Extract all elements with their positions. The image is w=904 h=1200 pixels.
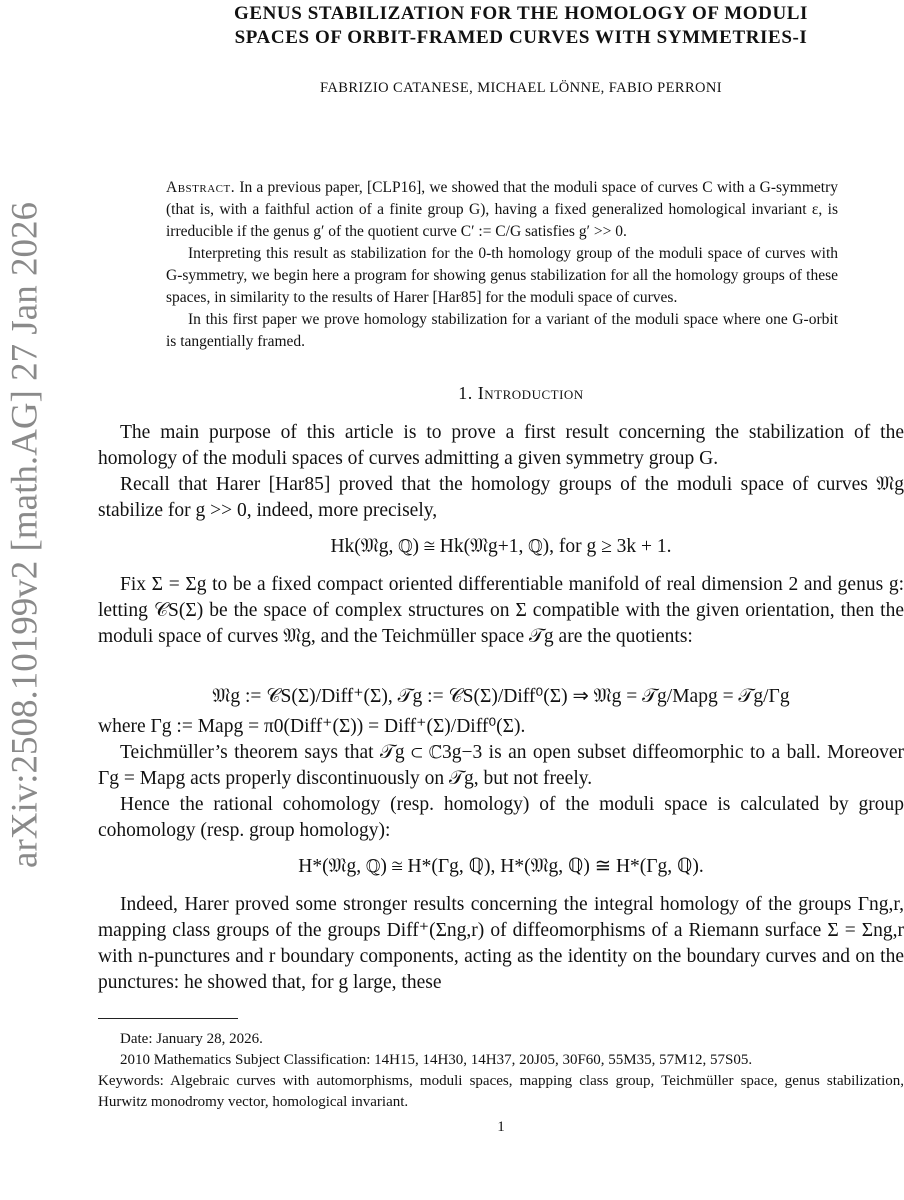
abstract-heading: Abstract. (166, 179, 236, 196)
abstract-paragraph-3: In this first paper we prove homology stabilization for a variant of the moduli space where one G-orbit is tangentially framed. (166, 311, 838, 350)
equation-harer-stability: Hk(𝔐g, ℚ) ≅ Hk(𝔐g+1, ℚ), for g ≥ 3k + 1. (330, 536, 672, 557)
equation-group-cohomology: H*(𝔐g, ℚ) ≅ H*(Γg, ℚ), H*(𝔐g, ℚ) ≅ H*(Γg, ℚ). (298, 856, 704, 877)
section-heading (98, 383, 904, 404)
footnote-date: Date: January 28, 2026. (120, 1031, 263, 1047)
abstract-paragraph-1: Abstract. In a previous paper, [CLP16], we showed that the moduli space of curves C with a G-symmetry (that is, with a faithful action of a finite group G), having a fixed generalized homological invariant ε, is irreducible if the genus g′ of the quotient curve C′ := C/G satisfies g′ >> 0. (166, 179, 839, 240)
title-line-2: SPACES OF ORBIT-FRAMED CURVES WITH SYMMETRIES-I (234, 27, 808, 48)
body-paragraph-4: where Γg := Mapg = π0(Diff⁺(Σ)) = Diff⁺(Σ)/Diff⁰(Σ). (98, 716, 526, 737)
body-paragraph-3: Fix Σ = Σg to be a fixed compact oriented differentiable manifold of real dimension 2 and genus g: letting 𝒞S(Σ) be the space of complex structures on Σ compatible with the given orientation, then the moduli space of curves 𝔐g, and the Teichmüller space 𝒯g are the quotients: (98, 574, 904, 647)
page-number: 1 (497, 1119, 505, 1135)
body-paragraph-2: Recall that Harer [Har85] proved that the homology groups of the moduli space of curves 𝔐g stabilize for g >> 0, indeed, more precisely, (98, 474, 904, 521)
body-paragraph-7: Indeed, Harer proved some stronger results concerning the integral homology of the groups Γng,r, mapping class groups of the groups Diff⁺(Σng,r) of diffeomorphisms of a Riemann surface Σ = Σng,r with n-punctures and r boundary components, acting as the identity on the boundary curves and on the punctures: he showed that, for g large, these (98, 894, 904, 993)
author-list: FABRIZIO CATANESE, MICHAEL LÖNNE, FABIO PERRONI (319, 80, 723, 96)
arxiv-identifier: arXiv:2508.10199v2 [math.AG] 27 Jan 2026 (4, 202, 46, 868)
equation-moduli-quotient: 𝔐g := 𝒞S(Σ)/Diff⁺(Σ), 𝒯g := 𝒞S(Σ)/Diff⁰(Σ) ⇒ 𝔐g = 𝒯g/Mapg = 𝒯g/Γg (212, 686, 790, 707)
section-number: 1. (458, 383, 473, 403)
body-paragraph-1: The main purpose of this article is to prove a first result concerning the stabilization of the homology of the moduli spaces of curves admitting a given symmetry group G. (98, 422, 904, 469)
abstract-paragraph-2: Interpreting this result as stabilization for the 0-th homology group of the moduli space of curves with G-symmetry, we begin here a program for showing genus stabilization for all the homology groups of these spaces, in similarity to the results of Harer [Har85] for the moduli space of curves. (166, 245, 838, 306)
footnote-rule (98, 1018, 238, 1019)
paper-page (98, 0, 904, 1136)
body-paragraph-6: Hence the rational cohomology (resp. homology) of the moduli space is calculated by group cohomology (resp. group homology): (98, 794, 904, 841)
body-text (98, 420, 904, 996)
title-line-1: GENUS STABILIZATION FOR THE HOMOLOGY OF MODULI (233, 3, 809, 24)
footnote-keywords: Keywords: Algebraic curves with automorphisms, moduli spaces, mapping class group, Teichmüller space, genus stabilization, Hurwitz monodromy vector, homological invariant. (98, 1073, 904, 1110)
body-paragraph-5: Teichmüller’s theorem says that 𝒯g ⊂ ℂ3g−3 is an open subset diffeomorphic to a ball. Moreover Γg = Mapg acts properly discontinuously on 𝒯g, but not freely. (98, 742, 904, 789)
paper-title (98, 0, 904, 50)
footnotes (98, 1029, 904, 1113)
footnote-msc: 2010 Mathematics Subject Classification: 14H15, 14H30, 14H37, 20J05, 30F60, 55M35, 57M12, 57S05. (120, 1052, 753, 1068)
arxiv-stamp (0, 185, 50, 885)
section-title: Introduction (477, 383, 584, 403)
abstract (166, 177, 838, 353)
